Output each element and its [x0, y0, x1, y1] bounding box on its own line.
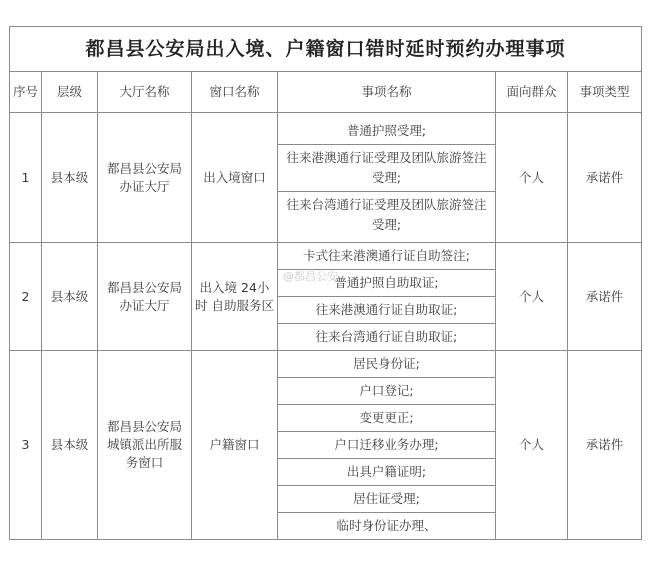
- row-type: 承诺件: [568, 113, 642, 243]
- page-title: 都昌县公安局出入境、户籍窗口错时延时预约办理事项: [10, 27, 642, 72]
- row-window: 出入境 24小时 自助服务区: [192, 243, 278, 351]
- table-row: [10, 351, 642, 540]
- row-level: 县本级: [42, 243, 98, 351]
- header-hall: 大厅名称: [98, 72, 192, 113]
- row-window: 户籍窗口: [192, 351, 278, 540]
- row-seq: 1: [10, 113, 42, 243]
- watermark-text: @都昌公安: [283, 270, 338, 283]
- list-item: 户口登记;: [278, 378, 495, 405]
- row-items: [278, 113, 496, 243]
- row-hall: 都昌县公安局城镇派出所服务窗口: [98, 351, 192, 540]
- row-items: [278, 351, 496, 540]
- list-item: 变更更正;: [278, 405, 495, 432]
- list-item: 普通护照受理;: [278, 118, 495, 145]
- list-item: 居民身份证;: [278, 351, 495, 378]
- list-item: 出具户籍证明;: [278, 459, 495, 486]
- row-audience: 个人: [496, 351, 568, 540]
- row-seq: 3: [10, 351, 42, 540]
- row-hall: 都昌县公安局办证大厅: [98, 113, 192, 243]
- items-list: [278, 243, 495, 350]
- row-level: 县本级: [42, 113, 98, 243]
- list-item: 往来台湾通行证自助取证;: [315, 329, 458, 344]
- header-level: 层级: [42, 72, 98, 113]
- table-row: [10, 113, 642, 243]
- row-window: 出入境窗口: [192, 113, 278, 243]
- header-seq: 序号: [10, 72, 42, 113]
- header-audience: 面向群众: [496, 72, 568, 113]
- items-list: [278, 118, 495, 238]
- table-row: [10, 243, 642, 351]
- row-level: 县本级: [42, 351, 98, 540]
- list-item: 户口迁移业务办理;: [278, 432, 495, 459]
- row-items: [278, 243, 496, 351]
- list-item: 临时身份证办理、: [336, 518, 437, 533]
- list-item: 普通护照自助取证;: [278, 270, 495, 297]
- list-item: 居住证受理;: [278, 486, 495, 513]
- header-window: 窗口名称: [192, 72, 278, 113]
- row-seq: 2: [10, 243, 42, 351]
- header-items: 事项名称: [278, 72, 496, 113]
- list-item: 往来港澳通行证受理及团队旅游签注受理;: [278, 144, 495, 191]
- list-item: 往来港澳通行证自助取证;: [278, 297, 495, 324]
- row-hall: 都昌县公安局办证大厅: [98, 243, 192, 351]
- row-type: 承诺件: [568, 243, 642, 351]
- row-audience: 个人: [496, 243, 568, 351]
- header-type: 事项类型: [568, 72, 642, 113]
- items-list: [278, 351, 495, 539]
- list-item: 卡式往来港澳通行证自助签注;: [278, 243, 495, 270]
- row-audience: 个人: [496, 113, 568, 243]
- header-row: [10, 72, 642, 113]
- list-item: 往来台湾通行证受理及团队旅游签注受理;: [286, 196, 487, 232]
- row-type: 承诺件: [568, 351, 642, 540]
